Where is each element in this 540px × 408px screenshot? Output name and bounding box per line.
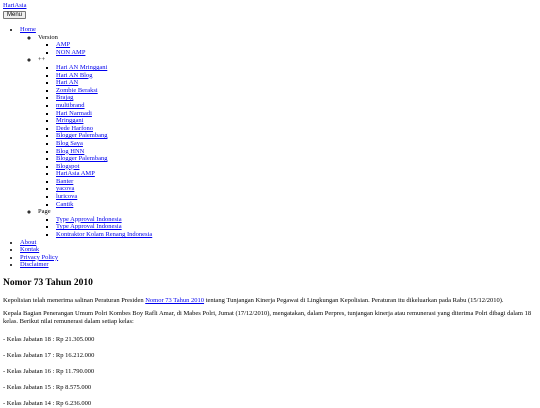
nav-link[interactable]: multibrand [56, 101, 85, 109]
nav-item[interactable] [56, 94, 152, 102]
site-logo[interactable] [3, 2, 26, 10]
main-nav [20, 26, 152, 269]
nav-link[interactable]: Blogger Palembang [56, 155, 108, 163]
nav-item[interactable] [56, 102, 152, 110]
remunerasi-item: - Kelas Jabatan 17 : Rp 16.212.000 [3, 352, 95, 359]
nav-item-home[interactable] [20, 26, 152, 239]
nav-link[interactable]: Hari Narmadi [56, 109, 92, 117]
nav-item[interactable] [56, 216, 152, 224]
nav-link[interactable]: Hari AN [56, 79, 79, 87]
nav-item[interactable] [56, 64, 152, 72]
article [3, 277, 533, 407]
site-logo-link[interactable]: HariAsia [3, 2, 27, 9]
remunerasi-item: - Kelas Jabatan 15 : Rp 8.575.000 [3, 384, 92, 391]
nav-link[interactable]: Kontraktor Kolam Renang Indonesia [56, 231, 153, 239]
nav-item[interactable] [56, 125, 152, 133]
nav-item-about[interactable] [20, 239, 152, 247]
nav-link-kontak[interactable]: Kontak [20, 246, 40, 254]
nav-group-label: Page [38, 208, 51, 216]
submenu-version [38, 41, 152, 56]
nav-item-amp[interactable] [56, 41, 152, 49]
nav-item[interactable] [56, 223, 152, 231]
article-paragraph: Kepala Bagian Penerangan Umum Polri Kombes Boy Rafli Amar, di Mabes Polri, Jumat (17/12/2010), mengatakan, dalam Perpres, tunjangan kinerja atau remunerasi yang diterima Polri dibagi dalam 18 kelas. Berikut nilai remunerasi dalam setiap kelas: [3, 310, 532, 325]
submenu-plus [38, 64, 152, 208]
nav-item-non-amp[interactable] [56, 49, 152, 57]
submenu-page [38, 216, 152, 239]
nav-item[interactable] [56, 132, 152, 140]
submenu-home [20, 34, 152, 239]
nav-item-disclaimer[interactable] [20, 261, 152, 269]
nav-group-label: Version [38, 33, 58, 41]
remunerasi-item: - Kelas Jabatan 16 : Rp 11.790.000 [3, 368, 95, 375]
nav-link[interactable]: Blogspot [56, 162, 80, 170]
article-title: Nomor 73 Tahun 2010 [3, 278, 93, 288]
nav-link-home[interactable]: Home [20, 26, 36, 33]
nav-link[interactable]: Type Approval Indonesia [56, 223, 122, 231]
nav-link[interactable]: Cantik [56, 200, 74, 208]
nav-link[interactable]: HariAsia AMP [56, 170, 95, 178]
nav-item[interactable] [56, 178, 152, 186]
nav-item[interactable] [56, 163, 152, 171]
nav-item[interactable] [56, 117, 152, 125]
nav-link[interactable]: AMP [56, 41, 71, 49]
nav-link[interactable]: Banter [56, 177, 74, 185]
paragraph-text: Kepolisian telah menerima salinan Peraturan Presiden [3, 297, 146, 304]
nav-item[interactable] [56, 201, 152, 209]
perpres-link[interactable]: Nomor 73 Tahun 2010 [145, 297, 205, 304]
nav-item[interactable] [56, 140, 152, 148]
nav-item[interactable] [56, 231, 152, 239]
nav-link[interactable]: Hari AN Blog [56, 71, 93, 79]
nav-link[interactable]: NON AMP [56, 48, 86, 56]
nav-link[interactable]: Zombie Beraksi [56, 86, 98, 94]
nav-group-label: ++ [38, 56, 46, 64]
nav-item[interactable] [56, 193, 152, 201]
nav-link[interactable]: Brajag [56, 94, 74, 102]
nav-group-page [38, 208, 152, 238]
nav-group-version [38, 34, 152, 57]
nav-link-privacy-policy[interactable]: Privacy Policy [20, 253, 59, 261]
nav-link[interactable]: luricova [56, 193, 78, 201]
paragraph-text: tentang Tunjangan Kinerja Pegawai di Lingkungan Kepolisian. Peraturan itu dikeluarkan pada Rabu (15/12/2010). [204, 297, 504, 304]
nav-item[interactable] [56, 155, 152, 163]
nav-link[interactable]: Type Approval Indonesia [56, 215, 122, 223]
article-paragraph [3, 297, 504, 305]
nav-link[interactable]: Mringgani [56, 117, 84, 125]
nav-group-plus [38, 56, 152, 208]
nav-item-privacy-policy[interactable] [20, 254, 152, 262]
nav-link-about[interactable]: About [20, 238, 37, 246]
nav-link[interactable]: Hari AN Mringgani [56, 63, 108, 71]
nav-item-kontak[interactable] [20, 246, 152, 254]
remunerasi-item: - Kelas Jabatan 14 : Rp 6.236.000 [3, 400, 92, 407]
nav-item[interactable] [56, 79, 152, 87]
nav-link[interactable]: Blogger Palembang [56, 132, 108, 140]
nav-link[interactable]: Blog Saya [56, 139, 83, 147]
nav-item[interactable] [56, 170, 152, 178]
nav-item[interactable] [56, 72, 152, 80]
nav-link[interactable]: Blog HNN [56, 147, 85, 155]
nav-item[interactable] [56, 148, 152, 156]
nav-link[interactable]: yacova [56, 185, 75, 193]
nav-link[interactable]: Dede Harfono [56, 124, 93, 132]
menu-button[interactable]: Menu [3, 11, 26, 19]
nav-item[interactable] [56, 185, 152, 193]
nav-item[interactable] [56, 87, 152, 95]
nav-link-disclaimer[interactable]: Disclaimer [20, 261, 49, 269]
remunerasi-item: - Kelas Jabatan 18 : Rp 21.305.000 [3, 336, 95, 343]
nav-item[interactable] [56, 110, 152, 118]
